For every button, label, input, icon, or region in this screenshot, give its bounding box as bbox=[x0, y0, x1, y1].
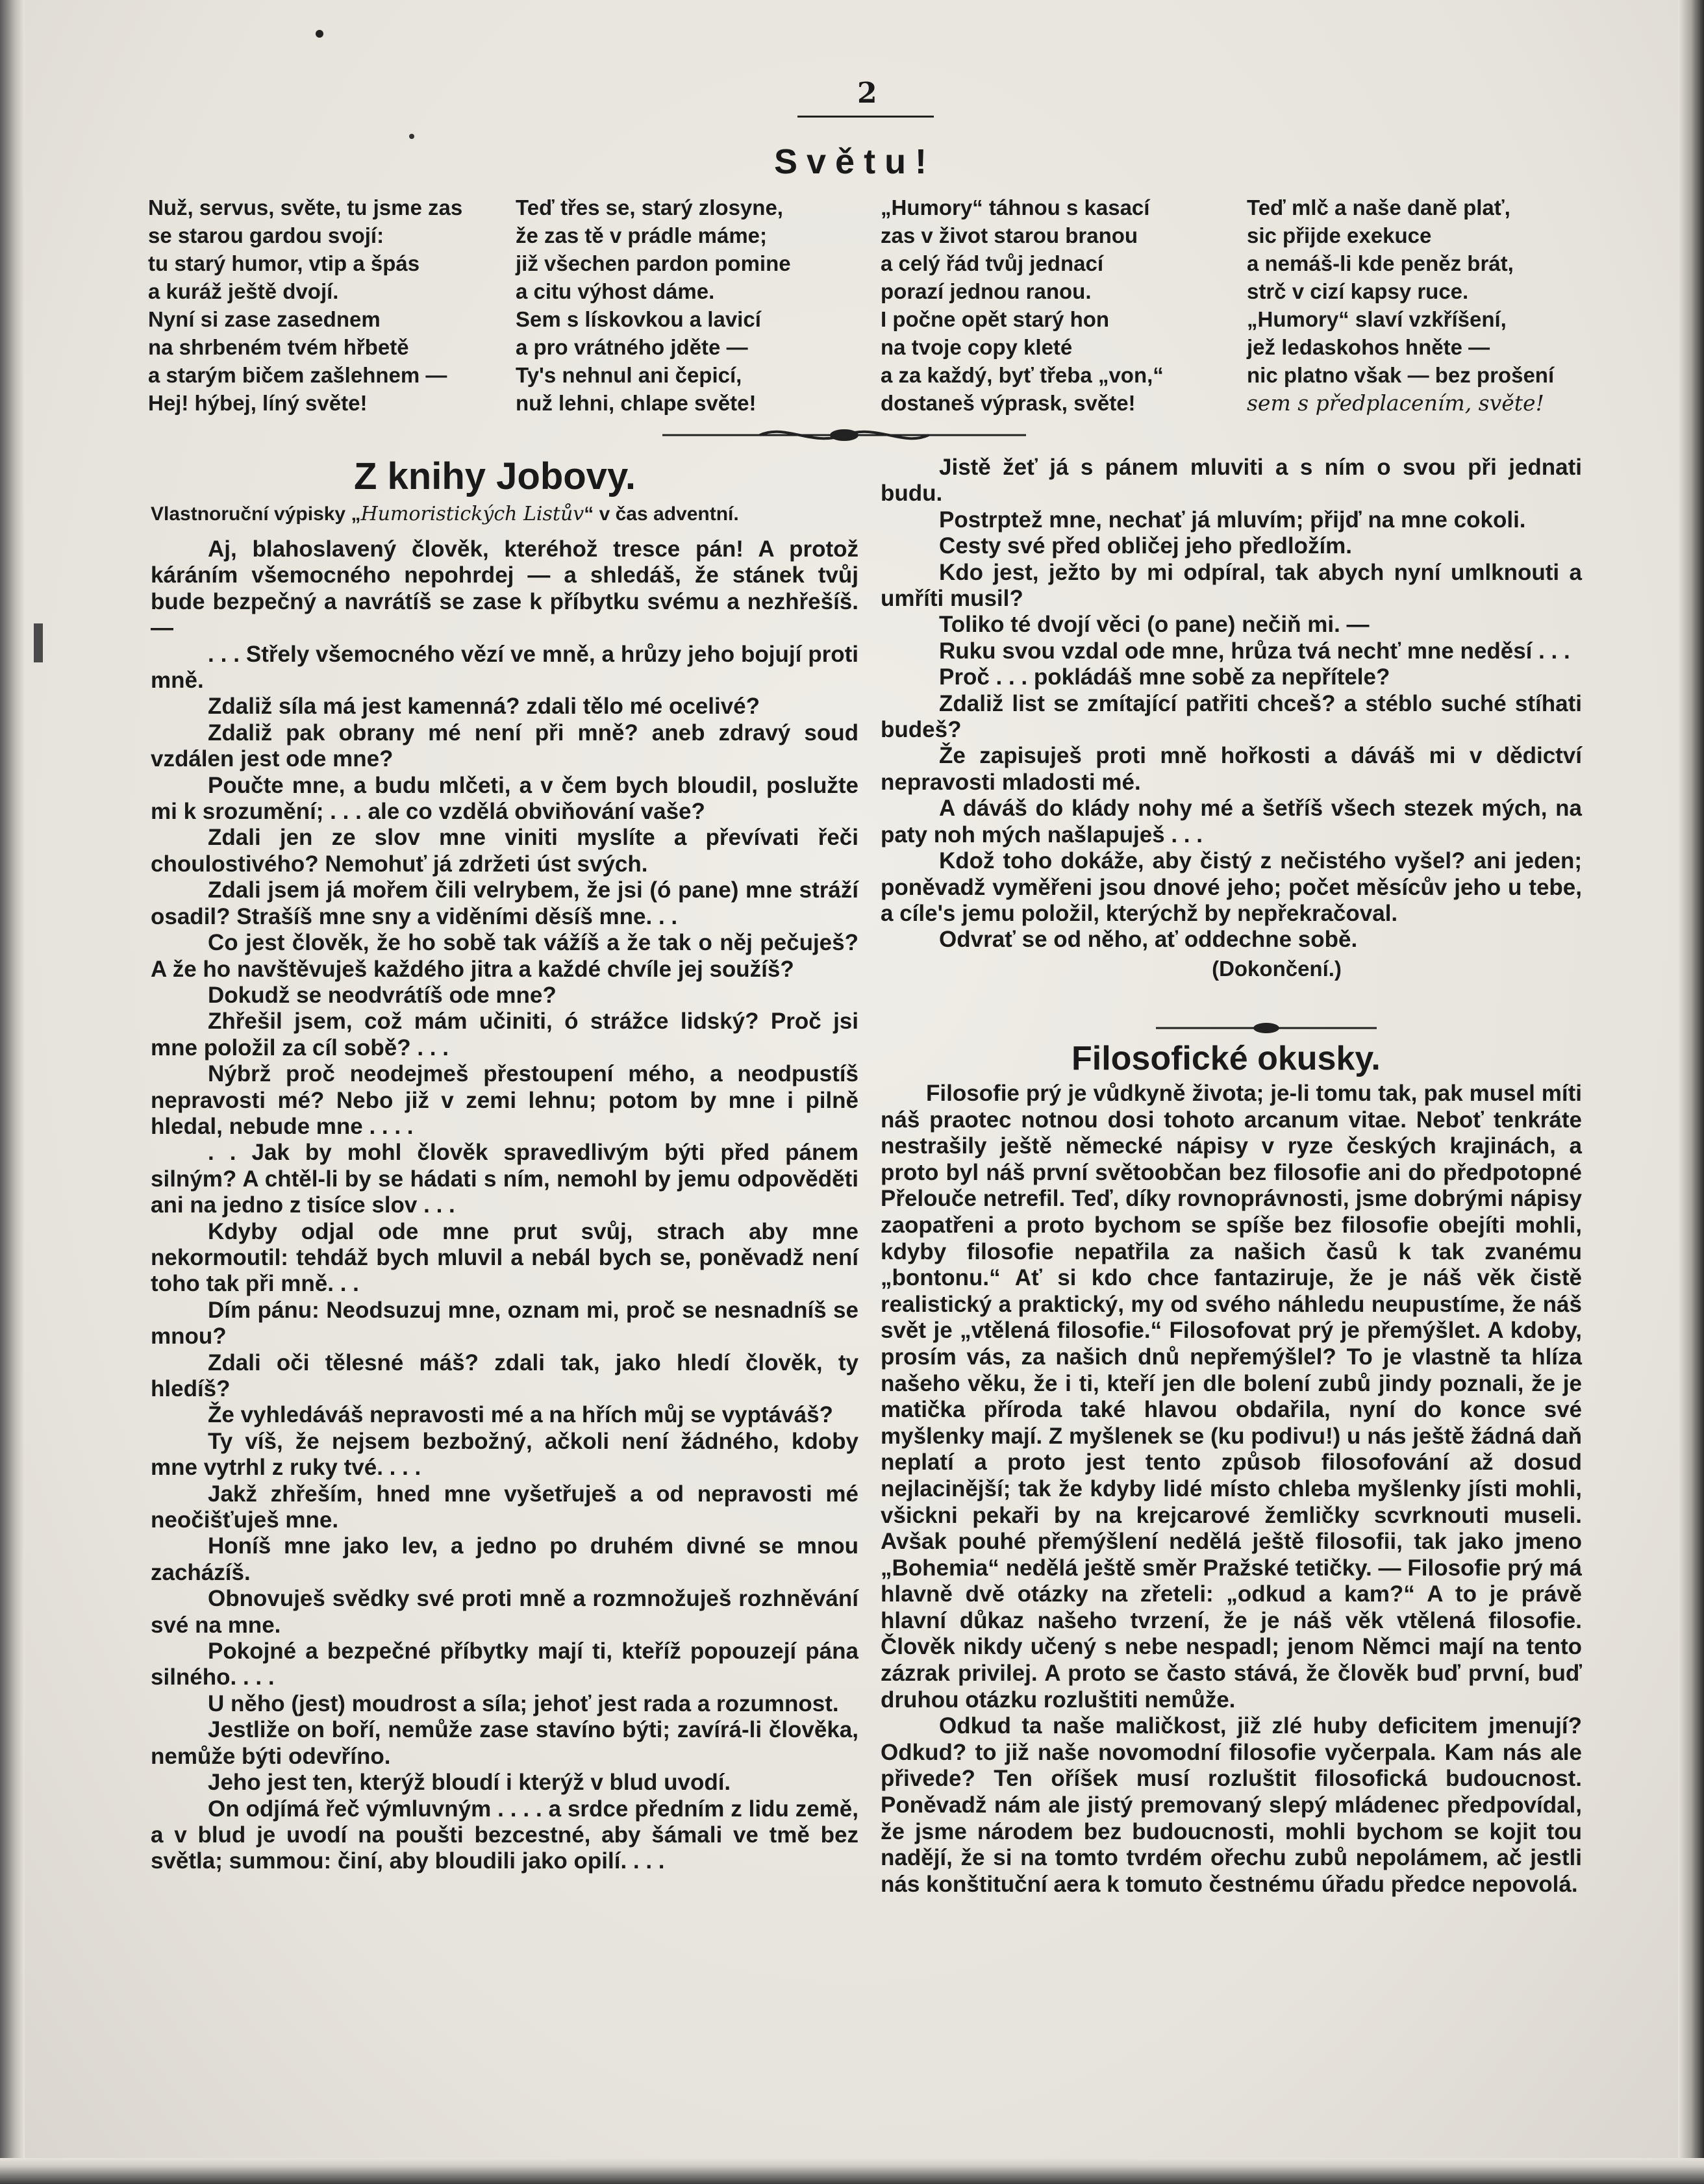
job-paragraph: Dokudž se neodvrátíš ode mne? bbox=[208, 982, 557, 1008]
job-paragraph: Ty víš, že nejsem bezbožný, ačkoli není žádného, kdoby mne vytrhl z ruky tvé. . . . bbox=[151, 1428, 858, 1481]
job-heading: Z knihy Jobovy. bbox=[354, 455, 636, 497]
stanza-line: a nemáš-li kde peněz brát, bbox=[1247, 251, 1514, 275]
job-paragraph: Kdyby odjal ode mne prut svůj, strach aby mne nekormoutil: tehdáž bych mluvil a nebál bych se, poněvadž není toho tak při mně. . . bbox=[151, 1218, 858, 1297]
job-paragraph: Poučte mne, a budu mlčeti, a v čem bych bloudil, poslužte mi k srozumění; . . . ale co vzdělá obviňování vaše? bbox=[151, 772, 858, 825]
stanza-line: Nuž, servus, světe, tu jsme zas bbox=[148, 195, 463, 220]
decorative-rule-ornament bbox=[662, 422, 1026, 448]
stanza-line: nuž lehni, chlape světe! bbox=[516, 391, 757, 415]
stanza-line: I počne opět starý hon bbox=[881, 307, 1110, 331]
stanza-line: že zas tě v prádle máme; bbox=[516, 223, 768, 247]
filosofie-paragraph: Filosofie prý je vůdkyně života; je-li tomu tak, pak musel míti náš praotec notnou dosi tohoto arcanum vitae. Neboť tenkráte nestrašily ještě německé nápisy v ryze českých krajinách, a proto byl náš první světoobčan bez filosofie ani do předpotopné Přelouče netrefil. Teď, díky rovnoprávnosti, jsme dobrými nápisy zaopatřeni a proto bychom se spíše bez filosofie obejíti mohli, kdyby filosofie nepatřila za našich časů k tak zvanému „bontonu.“ Ať si kdo chce fantaziruje, že je náš věk čistě realistický a praktický, my od svého náhledu neupustíme, že náš svět je „vtělená filosofie.“ Filosofovat prý je přemýšlet. A kdoby, prosím vás, za našich dnů nepřemýšlel? To je vlastně ta hlíza našeho věku, že i ti, kteří jen dle bolení zubů jindy poznali, že je matička příroda také hlavou obdařila, nyní do konce své myšlenky mají. Z myšlenek se (ku podivu!) u nás ještě žádná daň neplatí a proto jest tento způsob filosofování až dosud nejlacinější; tak že kdyby lidé místo chleba myšlenky jísti mohli, všickni pekaři by na krejcarové žemličky scvrknouti museli. Avšak pouhé přemýšlení nedělá ještě filosofii, tak jako jmeno „Bohemia“ nedělá ještě směr Pražské tetičky. — Filosofie prý má hlavně dvě otázky na zřeteli: „odkud a kam?“ A to je právě hlavní důkaz našeho tvrzení, že je náš věk vtělená filosofie. Člověk nikdy učený s nebe nespadl; jenom Němci mají na tento zázrak privilej. A proto se často stává, že člověk buď první, buď druhou otázku rozluštiti nemůže. bbox=[881, 1081, 1582, 1713]
continued-note: (Dokončení.) bbox=[1212, 956, 1342, 981]
job-paragraph: Zdaliž pak obrany mé není při mně? aneb zdravý soud vzdálen jest ode mne? bbox=[151, 720, 858, 772]
stanza-line: na shrbeném tvém hřbetě bbox=[148, 335, 409, 359]
job-paragraph: Obnovuješ svědky své proti mně a rozmnožuješ rozhněvání své na mne. bbox=[151, 1586, 858, 1638]
filosofie-column bbox=[881, 1081, 1582, 1898]
stanza-line: porazí jednou ranou. bbox=[881, 279, 1092, 303]
job-paragraph: Že vyhledáváš nepravosti mé a na hřích můj se vyptáváš? bbox=[208, 1402, 833, 1428]
stanza-line: sic přijde exekuce bbox=[1247, 223, 1432, 247]
job-paragraph: . . Jak by mohl člověk spravedlivým býti před pánem silným? A chtěl-li by se hádati s ním, nemohl by jemu odpověděti ani na jedno z tisíce slov . . . bbox=[151, 1140, 858, 1218]
stanza-line: na tvoje copy kleté bbox=[881, 335, 1073, 359]
stanza-line: Ty's nehnul ani čepicí, bbox=[516, 363, 742, 387]
stanza-line: Teď mlč a naše daně plať, bbox=[1247, 195, 1510, 220]
stanza-line: Hej! hýbej, líný světe! bbox=[148, 391, 368, 415]
stanza-line: strč v cizí kapsy ruce. bbox=[1247, 279, 1469, 303]
stanza-line: „Humory“ táhnou s kasací bbox=[881, 195, 1150, 220]
job-paragraph: Jestliže on boří, nemůže zase stavíno býti; zavírá-li člověka, nemůže býti odevříno. bbox=[151, 1717, 858, 1769]
job-paragraph: Kdo jest, ježto by mi odpíral, tak abych nyní umlknouti a umříti musil? bbox=[881, 559, 1582, 612]
job-paragraph: Odvrať se od něho, ať oddechne sobě. bbox=[939, 927, 1358, 953]
stanza-line bbox=[1247, 389, 1554, 417]
job-paragraph: Zdali jsem já mořem čili velrybem, že jsi (ó pane) mne stráží osadil? Strašíš mne sny a viděními děsíš mne. . . bbox=[151, 877, 858, 929]
job-paragraph: Toliko té dvojí věci (o pane) nečiň mi. — bbox=[939, 612, 1370, 638]
stanza-line: jež ledaskohos hněte — bbox=[1247, 335, 1490, 359]
stanza-line-italic: sem s předplacením, světe! bbox=[1247, 390, 1544, 416]
stanza-line: Nyní si zase zasednem bbox=[148, 307, 381, 331]
job-paragraph: Jakž zhřeším, hned mne vyšetřuješ a od nepravosti mé neočišťuješ mne. bbox=[151, 1481, 858, 1533]
job-paragraph: . . . Střely všemocného vězí ve mně, a hrůzy jeho bojují proti mně. bbox=[151, 641, 858, 694]
poem-stanza-1 bbox=[148, 194, 462, 417]
job-paragraph: U něho (jest) moudrost a síla; jehoť jest rada a rozumnost. bbox=[208, 1690, 839, 1716]
stanza-line: a pro vrátného jděte — bbox=[516, 335, 748, 359]
stanza-line: Sem s lískovkou a lavicí bbox=[516, 307, 761, 331]
job-subtitle: Vlastnoruční výpisky „Humoristických Listův“ v čas adventní. bbox=[151, 503, 739, 525]
scan-speck bbox=[409, 134, 414, 139]
job-paragraph: Pokojné a bezpečné příbytky mají ti, kteříž popouzejí pána silného. . . . bbox=[151, 1638, 858, 1690]
job-paragraph: Proč . . . pokládáš mne sobě za nepřítele? bbox=[939, 664, 1390, 690]
filosofie-paragraph: Odkud ta naše maličkost, již zlé huby deficitem jmenují? Odkud? to již naše novomodní filosofie vyčerpala. Kam nás ale přivede? Ten oříšek musí rozluštit filosofická budoucnost. Poněvadž nám ale jistý premovaný slepý mládenec předpovídal, že jsme národem bez budoucnosti, mohli bychom se kojit tou nadějí, že si na tomto tvrdém ořechu zubů nepolámem, ač jestli nás konštituční aera k tomuto čestnému úřadu předce nepovolá. bbox=[881, 1713, 1582, 1897]
stanza-line: zas v život starou branou bbox=[881, 223, 1138, 247]
job-paragraph: Honíš mne jako lev, a jedno po druhém divné se mnou zacházíš. bbox=[151, 1533, 858, 1585]
stanza-line: nic platno však — bez prošení bbox=[1247, 363, 1555, 387]
job-left-column bbox=[151, 536, 858, 1875]
job-paragraph: Kdož toho dokáže, aby čistý z nečistého vyšel? ani jeden; poněvadž vyměřeni jsou dnové jeho; počet měsícův jeho u tebe, a cíle's jemu položil, kterýchž by nepřekračoval. bbox=[881, 848, 1582, 926]
stanza-line: a starým bičem zašlehnem — bbox=[148, 363, 447, 387]
scan-edge-right bbox=[1678, 0, 1704, 2184]
stanza-line: tu starý humor, vtip a špás bbox=[148, 251, 420, 275]
stanza-line: již všechen pardon pomine bbox=[516, 251, 791, 275]
job-paragraph: Aj, blahoslavený člověk, kteréhož tresce pán! A protož káráním všemocného nepohrdej — a shledáš, že stánek tvůj bude bezpečný a navrátíš se zase k příbytku svému a nezhřešíš. — bbox=[151, 536, 858, 641]
job-paragraph: Zdaliž list se zmítající patřiti chceš? a stéblo suché stíhati budeš? bbox=[881, 690, 1582, 743]
stanza-line: „Humory“ slaví vzkříšení, bbox=[1247, 307, 1507, 331]
filosofie-heading: Filosofické okusky. bbox=[1071, 1040, 1381, 1077]
scan-speck bbox=[316, 30, 323, 38]
section-divider-ornament bbox=[1156, 1018, 1377, 1038]
scan-edge-bottom bbox=[0, 2158, 1704, 2184]
job-paragraph: Postrptež mne, nechať já mluvím; přijď na mne cokoli. bbox=[939, 507, 1526, 533]
job-paragraph: Nýbrž proč neodejmeš přestoupení mého, a neodpustíš nepravosti mé? Nebo již v zemi lehnu; potom by mne i pilně hledal, nebude mne . . . . bbox=[151, 1061, 858, 1139]
job-paragraph: Zdali oči tělesné máš? zdali tak, jako hledí člověk, ty hledíš? bbox=[151, 1349, 858, 1401]
job-paragraph: Cesty své před obličej jeho předložím. bbox=[939, 533, 1353, 559]
job-paragraph: Co jest člověk, že ho sobě tak vážíš a že tak o něj pečuješ? A že ho navštěvuješ každého jitra a každé chvíle jej soužíš? bbox=[151, 930, 858, 982]
stanza-line: a kuráž ještě dvojí. bbox=[148, 279, 339, 303]
job-paragraph: Zdali jen ze slov mne viniti myslíte a převívati řeči choulostivého? Nemohuť já zdržeti úst svých. bbox=[151, 825, 858, 877]
job-paragraph: A dáváš do klády nohy mé a šetříš všech stezek mých, na paty noh mých našlapuješ . . . bbox=[881, 796, 1582, 847]
stanza-line: Teď třes se, starý zlosyne, bbox=[516, 195, 783, 220]
page-number: 2 bbox=[857, 77, 877, 110]
job-paragraph: Zhřešil jsem, což mám učiniti, ó strážce lidský? Proč jsi mne položil za cíl sobě? . . . bbox=[151, 1009, 858, 1061]
poem-stanza-4 bbox=[1247, 194, 1554, 417]
stanza-line: a za každý, byť třeba „von,“ bbox=[881, 363, 1164, 387]
poem-title: Světu! bbox=[774, 142, 936, 181]
job-paragraph: Ruku svou vzdal ode mne, hrůza tvá nechť mne neděsí . . . bbox=[939, 638, 1570, 664]
poem-stanza-2 bbox=[516, 194, 791, 417]
stanza-line: a citu výhost dáme. bbox=[516, 279, 715, 303]
stanza-line: dostaneš výprask, světe! bbox=[881, 391, 1136, 415]
job-paragraph: Jeho jest ten, kterýž bloudí i kterýž v blud uvodí. bbox=[208, 1770, 731, 1796]
scan-artifact bbox=[34, 623, 43, 662]
job-paragraph: Jistě žeť já s pánem mluviti a s ním o svou při jednati budu. bbox=[881, 455, 1582, 507]
job-paragraph: On odjímá řeč výmluvným . . . . a srdce předním z lidu země, a v blud je uvodí na poušti bezcestné, aby šámali ve tmě bez světla; summou: činí, aby bloudili jako opilí. . . . bbox=[151, 1796, 858, 1874]
job-paragraph: Dím pánu: Neodsuzuj mne, oznam mi, proč se nesnadníš se mnou? bbox=[151, 1297, 858, 1349]
page-number-rule bbox=[797, 116, 934, 118]
poem-stanza-3 bbox=[881, 194, 1164, 417]
scan-edge-left bbox=[0, 0, 25, 2184]
job-paragraph: Zdaliž síla má jest kamenná? zdali tělo mé ocelivé? bbox=[208, 694, 760, 720]
job-paragraph: Že zapisuješ proti mně hořkosti a dáváš mi v dědictví nepravosti mladosti mé. bbox=[881, 743, 1582, 795]
stanza-line: a celý řád tvůj jednací bbox=[881, 251, 1103, 275]
job-right-column bbox=[881, 455, 1582, 982]
stanza-line: se starou gardou svojí: bbox=[148, 223, 384, 247]
